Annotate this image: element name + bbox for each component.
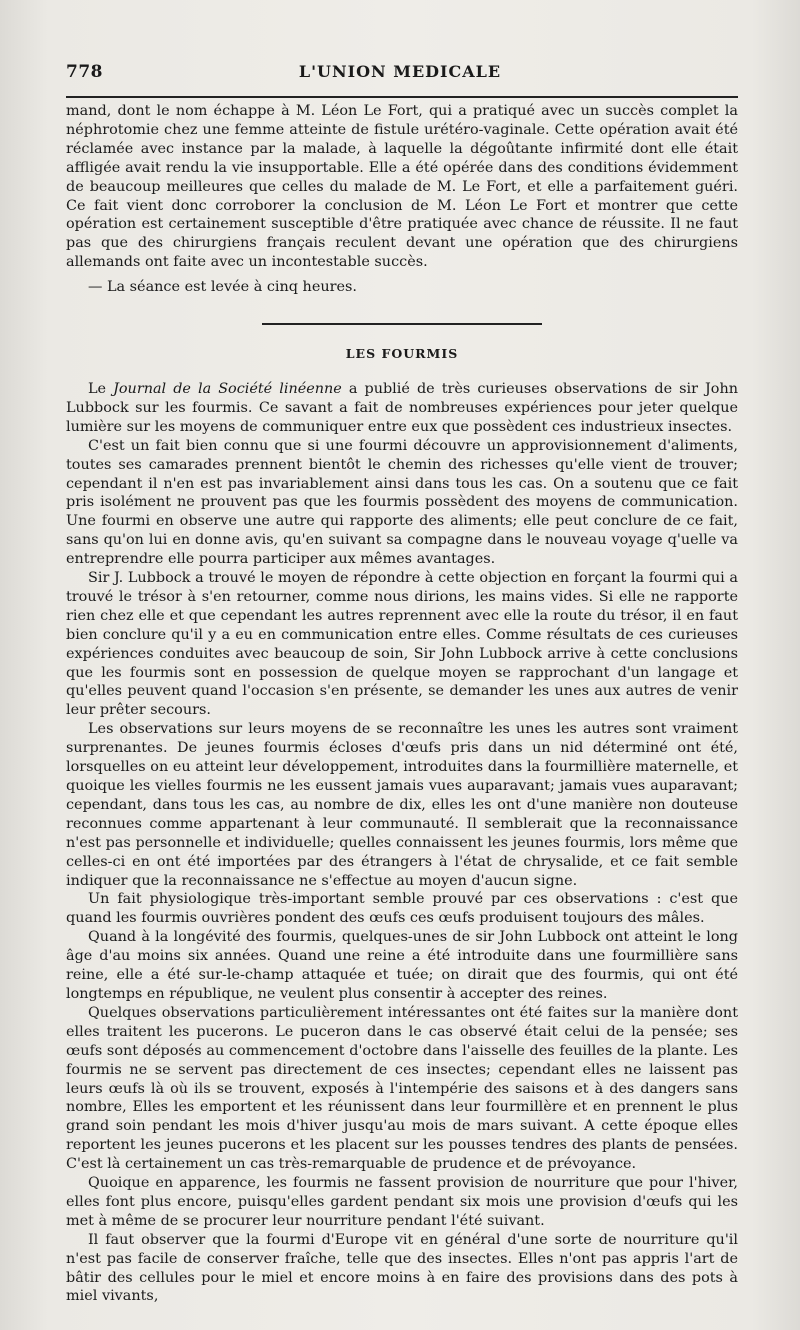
- article-body: [66, 102, 738, 1306]
- body-paragraph: C'est un fait bien connu que si une fourmi découvre un approvisionnement d'aliments, toutes ses camarades prennent bientôt le chemin des richesses qu'elle vient de trouver; cependant il n'en est pas invariablement ainsi dans tous les cas. On a soutenu que ce fait pris isolément ne prouvent pas que les fourmis possèdent des moyens de communication. Une fourmi en observe une autre qui rapporte des aliments; elle peut conclure de ce fait, sans qu'on lui en donne avis, qu'en suivant sa compagne dans le nouveau voyage q'uelle va entreprendre elle pourra participer aux mêmes avantages.: [66, 437, 738, 568]
- session-closing-line: — La séance est levée à cinq heures.: [88, 279, 357, 296]
- body-paragraph: Quelques observations particulièrement intéressantes ont été faites sur la manière dont elles traitent les pucerons. Le puceron dans le cas observé était celui de la pensée; ses œufs sont déposés au commencement d'octobre dans l'aisselle des feuilles de la plante. Les fourmis ne se servent pas directement de ces insectes; cependant elles ne laissent pas leurs œufs là où ils se trouvent, exposés à l'intempérie des saisons et à des dangers sans nombre, Elles les emportent et les réunissent dans leur fourmillère et en prennent le plus grand soin pendant les mois d'hiver jusqu'au mois de mars suivant. A cette époque elles reportent les jeunes pucerons et les placent sur les pousses tendres des plants de pensées. C'est là certainement un cas très-remarquable de prudence et de prévoyance.: [66, 1004, 738, 1173]
- continued-paragraph: mand, dont le nom échappe à M. Léon Le Fort, qui a pratiqué avec un succès complet la néphrotomie chez une femme atteinte de fistule urétéro-vaginale. Cette opération avait été réclamée avec instance par la malade, à laquelle la dégoûtante infirmité dont elle était affligée avait rendu la vie insupportable. Elle a été opérée dans des conditions évidemment de beaucoup meilleures que celles du malade de M. Le Fort, et elle a parfaitement guéri. Ce fait vient donc corroborer la conclusion de M. Léon Le Fort et montrer que cette opération est certainement susceptible d'être pratiquée avec chance de réussite. Il ne faut pas que des chirurgiens français reculent devant une opération que des chirurgiens allemands ont faite avec un incontestable succès.: [66, 103, 738, 271]
- section-title: LES FOURMIS: [345, 346, 459, 362]
- journal-title: Journal de la Société linéenne: [113, 380, 342, 397]
- body-paragraph: Quand à la longévité des fourmis, quelques-unes de sir John Lubbock ont atteint le long âge d'au moins six années. Quand une reine a été introduite dans une fourmillière sans reine, elle a été sur-le-champ attaquée et tuée; on dirait que des fourmis, qui ont été longtemps en république, ne veulent plus consentir à accepter des reines.: [66, 929, 738, 1002]
- body-paragraph: Il faut observer que la fourmi d'Europe vit en général d'une sorte de nourriture qu'il n'est pas facile de conserver fraîche, telle que des insectes. Elles n'ont pas appris l'art de bâtir des cellules pour le miel et encore moins à en faire des provisions dans des pots à miel vivants,: [66, 1231, 738, 1305]
- page-header: [66, 62, 734, 86]
- body-paragraph: Un fait physiologique très-important semble prouvé par ces observations : c'est que quand les fourmis ouvrières pondent des œufs ces œufs produisent toujours des mâles.: [66, 891, 738, 927]
- intro-paragraph: [66, 380, 738, 437]
- intro-after: a publié de très curieuses observations de sir John Lubbock sur les fourmis. Ce savant a fait de nombreuses expériences pour jeter quelque lumière sur les moyens de communiquer entre eux que possèdent ces industrieux insectes.: [66, 380, 739, 435]
- body-paragraph: Sir J. Lubbock a trouvé le moyen de répondre à cette objection en forçant la fourmi qui a trouvé le trésor à s'en retourner, comme nous dirions, les mains vides. Si elle ne rapporte rien chez elle et que cependant les autres reprennent avec elle la route du trésor, il en faut bien conclure qu'il y a eu en communication entre elles. Comme résultats de ces curieuses expériences conduites avec beaucoup de soin, Sir John Lubbock arrive à cette conclusions que les fourmis sont en possession de quelque moyen se rapprochant d'un langage et qu'elles peuvent quand l'occasion s'en présente, se demander les unes aux autres de venir leur prêter secours.: [66, 570, 738, 719]
- intro-before: Le: [88, 380, 114, 397]
- section-divider: [262, 323, 542, 325]
- running-head: L'UNION MEDICALE: [298, 62, 502, 81]
- page-number: 778: [66, 62, 103, 82]
- header-rule: [66, 96, 738, 98]
- body-paragraph: Quoique en apparence, les fourmis ne fassent provision de nourriture que pour l'hiver, elles font plus encore, puisqu'elles gardent pendant six mois une provision d'œufs qui les met à même de se procurer leur nourriture pendant l'été suivant.: [66, 1175, 738, 1229]
- body-paragraph: Les observations sur leurs moyens de se reconnaître les unes les autres sont vraiment surprenantes. De jeunes fourmis écloses d'œufs pris dans un nid déterminé ont été, lorsquelles on eu atteint leur développement, introduites dans la fourmillière maternelle, et quoique les vielles fourmis ne les eussent jamais vues auparavant; jamais vues auparavant; cependant, dans tous les cas, au nombre de dix, elles les ont d'une manière non douteuse reconnues comme appartenant à leur communauté. Il semblerait que la reconnaissance n'est pas personnelle et individuelle; quelles connaissent les jeunes fourmis, lors même que celles-ci en ont été importées par des étrangers à l'état de chrysalide, et ce fait semble indiquer que la reconnaissance ne s'effectue au moyen d'aucun signe.: [66, 721, 738, 889]
